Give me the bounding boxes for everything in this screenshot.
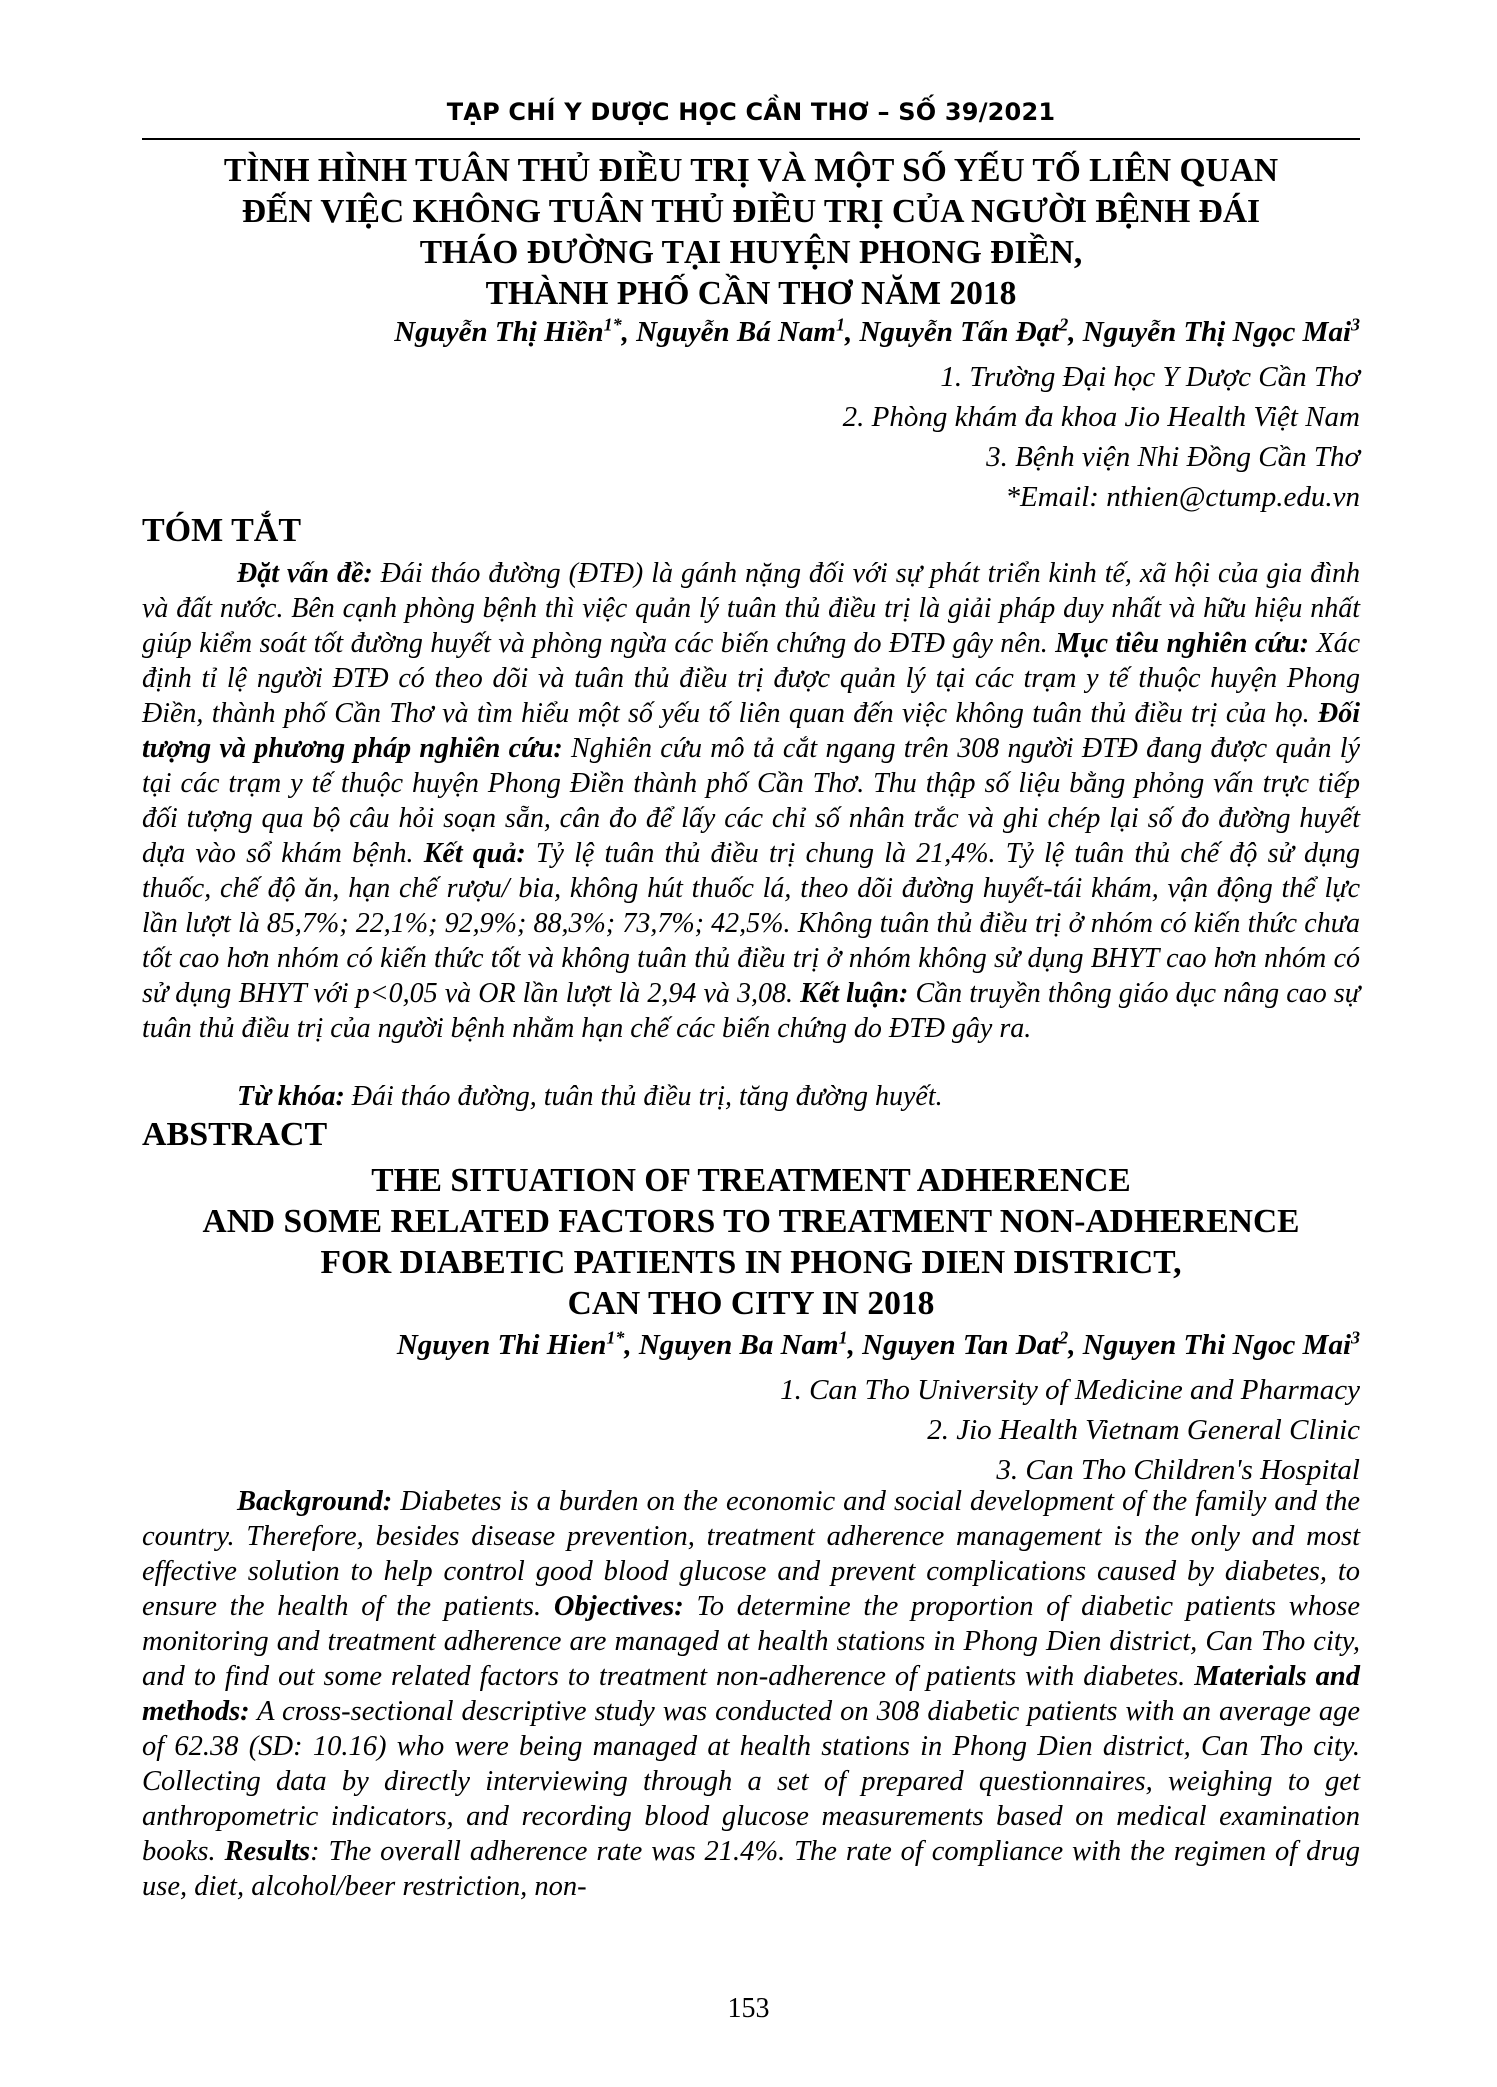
authors-english bbox=[142, 1327, 1360, 1363]
author-separator: , bbox=[1068, 1329, 1083, 1361]
author-affil-mark: 1 bbox=[838, 1327, 848, 1348]
abstract-text: Cần truyền thông giáo dục nâng cao sự tuân thủ điều trị của người bệnh nhằm hạn chế các biến chứng do ĐTĐ gây ra. bbox=[142, 978, 1360, 1044]
keywords-label: Từ khóa: bbox=[237, 1081, 345, 1112]
author-name: Nguyen Thi Hien bbox=[396, 1329, 607, 1361]
abstract-label: Objectives: bbox=[553, 1591, 684, 1622]
author-affil-mark: 2 bbox=[1059, 1327, 1069, 1348]
author-affil-mark: 2 bbox=[1059, 314, 1069, 335]
keywords-text: Đái tháo đường, tuân thủ điều trị, tăng đường huyết. bbox=[344, 1081, 943, 1112]
abstract-text: Nghiên cứu mô tả cắt ngang trên 308 người ĐTĐ đang được quản lý tại các trạm y tế thuộc huyện Phong Điền thành phố Cần Thơ. Thu thập số liệu bằng phỏng vấn trực tiếp đối tượng qua bộ câu hỏi soạn sẵn, cân đo để lấy các chỉ số nhân trắc và ghi chép lại số đo đường huyết dựa vào sổ khám bệnh. bbox=[142, 733, 1360, 869]
abstract-text: To determine the proportion of diabetic patients whose monitoring and treatment adherence are managed at health stations in Phong Dien district, Can Tho city, and to find out some related factors to treatment non-adherence of patients with diabetes. bbox=[142, 1591, 1360, 1692]
author-name: Nguyễn Tấn Đạt bbox=[859, 316, 1060, 348]
author-separator: , bbox=[624, 1329, 639, 1361]
title-line: THÁO ĐƯỜNG TẠI HUYỆN PHONG ĐIỀN, bbox=[419, 234, 1083, 271]
author-separator: , bbox=[847, 1329, 863, 1361]
author-separator: , bbox=[844, 316, 860, 348]
author-affil-mark: 1* bbox=[603, 314, 622, 335]
author-name: Nguyen Tan Dat bbox=[862, 1329, 1060, 1361]
title-line: THÀNH PHỐ CẦN THƠ NĂM 2018 bbox=[485, 275, 1017, 312]
abstract-text: Đái tháo đường (ĐTĐ) là gánh nặng đối với sự phát triển kinh tế, xã hội của gia đình và đất nước. Bên cạnh phòng bệnh thì việc quản lý tuân thủ điều trị là giải pháp duy nhất và hữu hiệu nhất giúp kiểm soát tốt đường huyết và phòng ngừa các biến chứng do ĐTĐ gây nên. bbox=[142, 558, 1360, 659]
title-vietnamese bbox=[142, 150, 1360, 314]
abstract-text: Diabetes is a burden on the economic and social development of the family and the country. Therefore, besides disease prevention, treatment adherence management is the only and most effective solution to help control good blood glucose and prevent complications caused by diabetes, to ensure the health of the patients. bbox=[142, 1486, 1360, 1622]
affiliation-line: 1. Trường Đại học Y Dược Cần Thơ bbox=[940, 361, 1360, 393]
abstract-label: Mục tiêu nghiên cứu: bbox=[1055, 628, 1310, 659]
title-english bbox=[142, 1160, 1360, 1324]
title-line: CAN THO CITY IN 2018 bbox=[567, 1285, 935, 1322]
title-line: TÌNH HÌNH TUÂN THỦ ĐIỀU TRỊ VÀ MỘT SỐ YẾU TỐ LIÊN QUAN bbox=[223, 152, 1279, 189]
author-name: Nguyen Thi Ngoc Mai bbox=[1082, 1329, 1351, 1361]
affiliations-english bbox=[142, 1370, 1360, 1490]
title-line: ĐẾN VIỆC KHÔNG TUÂN THỦ ĐIỀU TRỊ CỦA NGƯỜI BỆNH ĐÁI bbox=[241, 193, 1261, 230]
author-affil-mark: 3 bbox=[1351, 314, 1360, 335]
page-number: 153 bbox=[727, 1993, 770, 2024]
abstract-label: Đối tượng và phương pháp nghiên cứu: bbox=[142, 698, 1360, 764]
abstract-label: Kết luận: bbox=[800, 978, 909, 1009]
abstract-text: A cross-sectional descriptive study was conducted on 308 diabetic patients with an average age of 62.38 (SD: 10.16) who were being managed at health stations in Phong Dien district, Can Tho city. Collecting data by directly interviewing through a set of prepared questionnaires, weighing to get anthropometric indicators, and recording blood glucose measurements based on medical examination books. bbox=[142, 1696, 1360, 1867]
affiliation-line: 1. Can Tho University of Medicine and Pharmacy bbox=[780, 1374, 1360, 1406]
title-line: AND SOME RELATED FACTORS TO TREATMENT NON-ADHERENCE bbox=[202, 1203, 1300, 1240]
abstract-english bbox=[142, 1484, 1360, 1904]
abstract-text: Xác định tỉ lệ người ĐTĐ có theo dõi và tuân thủ điều trị được quản lý tại các trạm y tế thuộc huyện Phong Điền, thành phố Cần Thơ và tìm hiểu một số yếu tố liên quan đến việc không tuân thủ điều trị của họ. bbox=[142, 628, 1360, 729]
abstract-vietnamese bbox=[142, 556, 1360, 1046]
affiliation-line: 3. Can Tho Children's Hospital bbox=[996, 1454, 1360, 1486]
abstract-label: Đặt vấn đề: bbox=[237, 558, 373, 589]
author-separator: , bbox=[1068, 316, 1083, 348]
author-separator: , bbox=[621, 316, 637, 348]
title-line: THE SITUATION OF TREATMENT ADHERENCE bbox=[371, 1162, 1131, 1199]
author-affil-mark: 1 bbox=[835, 314, 845, 335]
affiliation-line: 2. Phòng khám đa khoa Jio Health Việt Nam bbox=[842, 401, 1360, 433]
affiliation-line: 2. Jio Health Vietnam General Clinic bbox=[927, 1414, 1360, 1446]
keywords-vietnamese bbox=[142, 1079, 1360, 1114]
section-heading-tom-tat: TÓM TẮT bbox=[142, 512, 302, 549]
author-name: Nguyễn Thị Ngọc Mai bbox=[1082, 316, 1351, 348]
abstract-label: Kết quả: bbox=[423, 838, 526, 869]
abstract-text: Tỷ lệ tuân thủ điều trị chung là 21,4%. Tỷ lệ tuân thủ chế độ sử dụng thuốc, chế độ ăn, hạn chế rượu/ bia, không hút thuốc lá, theo dõi đường huyết-tái khám, vận động thể lực lần lượt là 85,7%; 22,1%; 92,9%; 88,3%; 73,7%; 42,5%. Không tuân thủ điều trị ở nhóm có kiến thức chưa tốt cao hơn nhóm có kiến thức tốt và không tuân thủ điều trị ở nhóm không sử dụng BHYT cao hơn nhóm có sử dụng BHYT với p<0,05 và OR lần lượt là 2,94 và 3,08. bbox=[142, 838, 1361, 1009]
abstract-text: : The overall adherence rate was 21.4%. The rate of compliance with the regimen of drug use, diet, alcohol/beer restriction, non- bbox=[142, 1836, 1360, 1902]
authors-vietnamese bbox=[142, 314, 1360, 350]
section-heading-abstract: ABSTRACT bbox=[142, 1116, 328, 1153]
header-rule bbox=[142, 138, 1360, 140]
abstract-label: Materials and methods: bbox=[142, 1661, 1360, 1727]
author-name: Nguyễn Thị Hiền bbox=[394, 316, 604, 348]
corresponding-email: *Email: nthien@ctump.edu.vn bbox=[1005, 481, 1360, 513]
affiliations-vietnamese bbox=[142, 357, 1360, 517]
abstract-label: Background: bbox=[237, 1486, 393, 1517]
abstract-label: Results bbox=[224, 1836, 311, 1867]
title-line: FOR DIABETIC PATIENTS IN PHONG DIEN DISTRICT, bbox=[320, 1244, 1182, 1281]
affiliation-line: 3. Bệnh viện Nhi Đồng Cần Thơ bbox=[986, 441, 1360, 473]
author-name: Nguyễn Bá Nam bbox=[636, 316, 836, 348]
author-name: Nguyen Ba Nam bbox=[638, 1329, 839, 1361]
author-affil-mark: 1* bbox=[606, 1327, 625, 1348]
author-affil-mark: 3 bbox=[1351, 1327, 1360, 1348]
journal-header: TẠP CHÍ Y DƯỢC HỌC CẦN THƠ – SỐ 39/2021 bbox=[446, 98, 1056, 126]
